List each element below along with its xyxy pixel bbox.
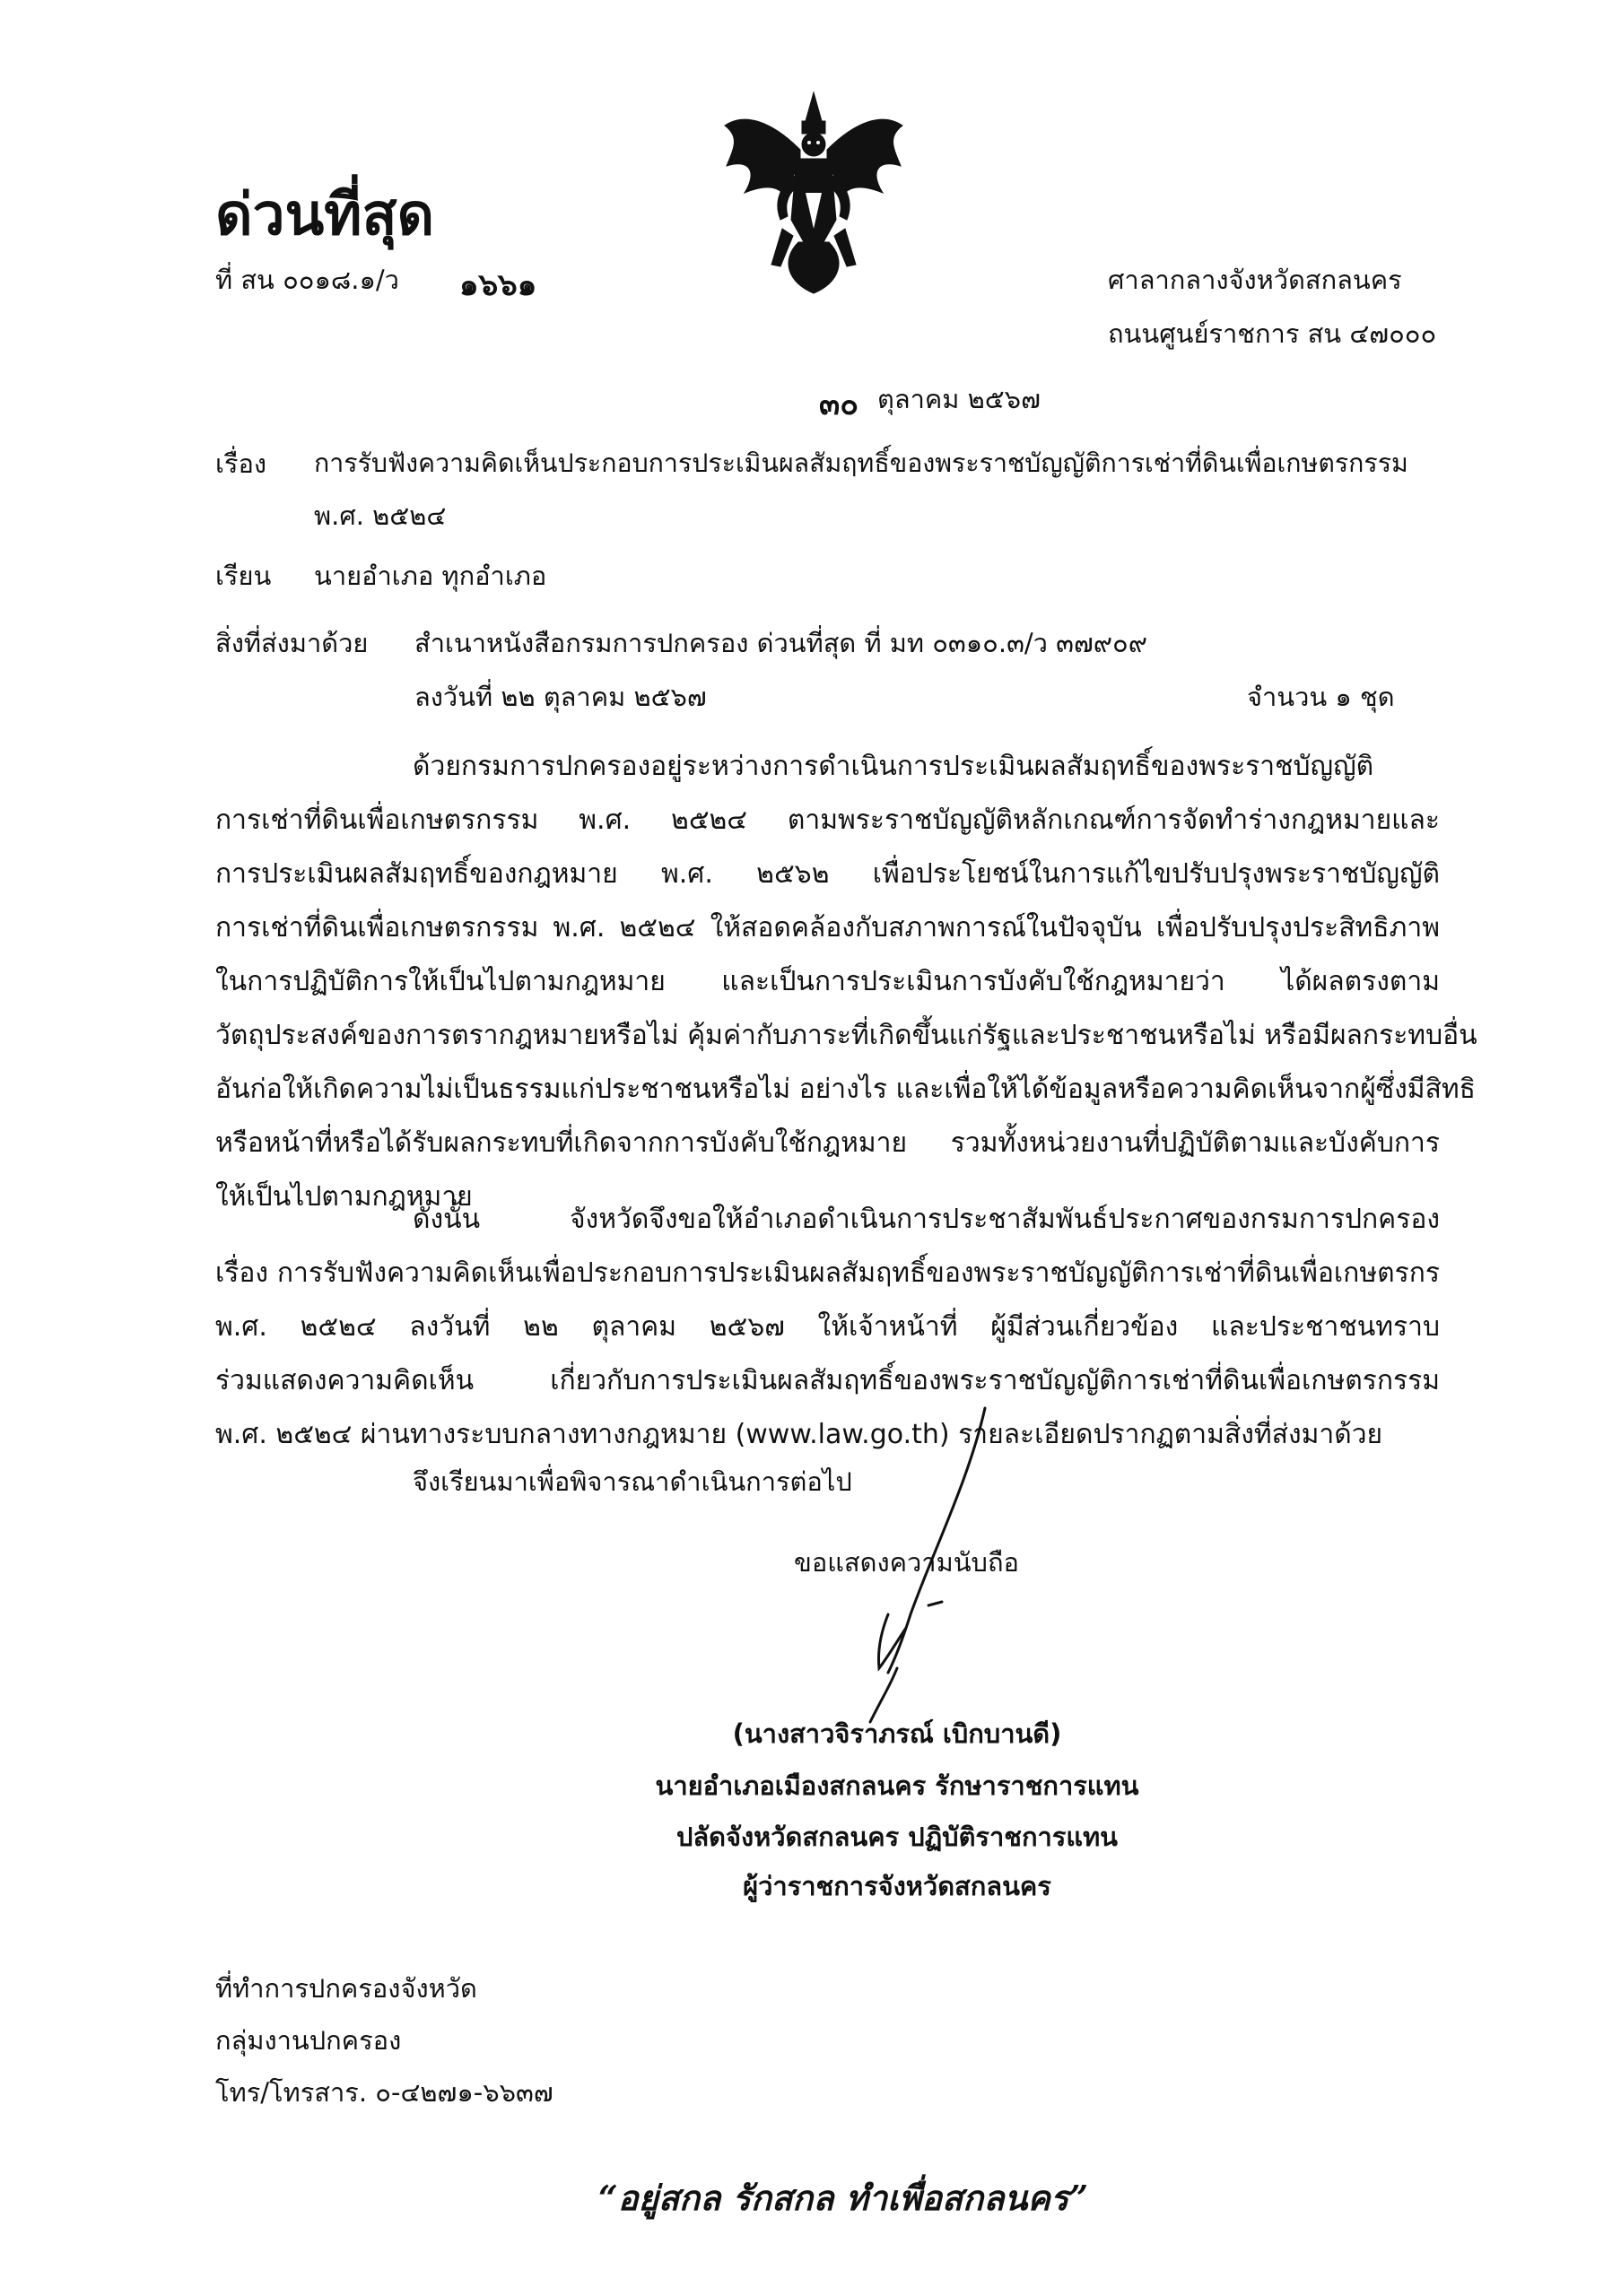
date-day-handwritten: ๓๐ bbox=[819, 387, 858, 422]
recipient-label: เรียน bbox=[215, 561, 272, 591]
body-paragraph-2 bbox=[215, 1193, 1440, 1462]
signer-position-2: ปลัดจังหวัดสกลนคร ปฏิบัติราชการแทน bbox=[675, 1822, 1119, 1852]
paragraph-line: พ.ศ. ๒๕๒๔ ลงวันที่ ๒๒ ตุลาคม ๒๕๖๗ ให้เจ้าหน้าที่ ผู้มีส่วนเกี่ยวข้อง และประชาชนทราบ bbox=[215, 1311, 1440, 1343]
signer-name: (นางสาวจิราภรณ์ เบิกบานดี) bbox=[732, 1718, 1062, 1749]
contact-phone: โทร/โทรสาร. ๐-๔๒๗๑-๖๖๓๗ bbox=[215, 2077, 553, 2108]
paragraph-line: ร่วมแสดงความคิดเห็น เกี่ยวกับการประเมินผลสัมฤทธิ์ของพระราชบัญญัติการเช่าที่ดินเพื่อเกษตรกรรม bbox=[215, 1365, 1440, 1396]
paragraph-line: พ.ศ. ๒๕๒๔ ผ่านทางระบบกลางทางกฎหมาย (www.law.go.th) รายละเอียดปรากฏตามสิ่งที่ส่งมาด้วย bbox=[215, 1419, 1383, 1450]
office-name: ศาลากลางจังหวัดสกลนคร bbox=[1108, 265, 1402, 295]
subject-line1: การรับฟังความคิดเห็นประกอบการประเมินผลสัมฤทธิ์ของพระราชบัญญัติการเช่าที่ดินเพื่อเกษตรกรรม bbox=[314, 448, 1408, 478]
paragraph-line: การเช่าที่ดินเพื่อเกษตรกรรม พ.ศ. ๒๕๒๔ ให้สอดคล้องกับสภาพการณ์ในปัจจุบัน เพื่อปรับปรุงประสิทธิภาพ bbox=[215, 912, 1440, 944]
closing-request: จึงเรียนมาเพื่อพิจารณาดำเนินการต่อไป bbox=[413, 1466, 852, 1497]
paragraph-line: การเช่าที่ดินเพื่อเกษตรกรรม พ.ศ. ๒๕๒๔ ตามพระราชบัญญัติหลักเกณฑ์การจัดทำร่างกฎหมายและ bbox=[215, 804, 1440, 836]
paragraph-line: ในการปฏิบัติการให้เป็นไปตามกฎหมาย และเป็นการประเมินการบังคับใช้กฎหมายว่า ได้ผลตรงตาม bbox=[215, 966, 1440, 997]
recipient-value: นายอำเภอ ทุกอำเภอ bbox=[314, 561, 547, 591]
paragraph-line: การประเมินผลสัมฤทธิ์ของกฎหมาย พ.ศ. ๒๕๖๒ เพื่อประโยชน์ในการแก้ไขปรับปรุงพระราชบัญญัติ bbox=[215, 858, 1440, 890]
subject-line2: พ.ศ. ๒๕๒๔ bbox=[314, 500, 447, 531]
office-address: ถนนศูนย์ราชการ สน ๔๗๐๐๐ bbox=[1108, 318, 1437, 349]
paragraph-line: ดังนั้น จังหวัดจึงขอให้อำเภอดำเนินการประชาสัมพันธ์ประกาศของกรมการปกครอง bbox=[413, 1204, 1440, 1235]
handwritten-signature-icon bbox=[834, 1399, 1023, 1740]
date-month-year: ตุลาคม ๒๕๖๗ bbox=[877, 384, 1041, 414]
paragraph-line: เรื่อง การรับฟังความคิดเห็นเพื่อประกอบการประเมินผลสัมฤทธิ์ของพระราชบัญญัติการเช่าที่ดินเพื่อเกษตรกร bbox=[215, 1257, 1440, 1289]
paragraph-line: วัตถุประสงค์ของการตรากฎหมายหรือไม่ คุ้มค่ากับภาระที่เกิดขึ้นแก่รัฐและประชาชนหรือไม่ หรือมีผลกระทบอื่น bbox=[215, 1020, 1477, 1051]
paragraph-line: ให้เป็นไปตามกฎหมาย bbox=[215, 1181, 473, 1213]
enclosure-label: สิ่งที่ส่งมาด้วย bbox=[215, 628, 369, 658]
paragraph-line: หรือหน้าที่หรือได้รับผลกระทบที่เกิดจากการบังคับใช้กฎหมาย รวมทั้งหน่วยงานที่ปฏิบัติตามและบังคับการ bbox=[215, 1127, 1440, 1159]
paragraph-line: ด้วยกรมการปกครองอยู่ระหว่างการดำเนินการประเมินผลสัมฤทธิ์ของพระราชบัญญัติ bbox=[413, 751, 1374, 782]
signer-position-1: นายอำเภอเมืองสกลนคร รักษาราชการแทน bbox=[655, 1770, 1139, 1801]
enclosure-line1: สำเนาหนังสือกรมการปกครอง ด่วนที่สุด ที่ มท ๐๓๑๐.๓/ว ๓๗๙๐๙ bbox=[414, 628, 1147, 658]
enclosure-line2: ลงวันที่ ๒๒ ตุลาคม ๒๕๖๗ bbox=[414, 682, 707, 712]
garuda-emblem-icon bbox=[718, 85, 911, 300]
document-number: ที่ สน ๐๐๑๘.๑/ว bbox=[215, 265, 399, 295]
subject-label: เรื่อง bbox=[215, 448, 267, 479]
document-number-handwritten: ๑๖๖๑ bbox=[459, 267, 537, 303]
urgency-stamp: ด่วนที่สุด bbox=[215, 181, 435, 248]
signer-position-3: ผู้ว่าราชการจังหวัดสกลนคร bbox=[743, 1871, 1051, 1901]
enclosure-amount: จำนวน ๑ ชุด bbox=[1247, 682, 1395, 712]
province-motto: “อยู่สกล รักสกล ทำเพื่อสกลนคร” bbox=[597, 2178, 1089, 2218]
body-paragraph-1 bbox=[215, 740, 1477, 1224]
issuing-group: กลุ่มงานปกครอง bbox=[215, 2025, 402, 2056]
regards: ขอแสดงความนับถือ bbox=[794, 1547, 1019, 1578]
issuing-unit: ที่ทำการปกครองจังหวัด bbox=[215, 1973, 477, 2004]
paragraph-line: อันก่อให้เกิดความไม่เป็นธรรมแก่ประชาชนหรือไม่ อย่างไร และเพื่อให้ได้ข้อมูลหรือความคิดเห็นจากผู้ซึ่งมีสิทธิ bbox=[215, 1074, 1476, 1105]
